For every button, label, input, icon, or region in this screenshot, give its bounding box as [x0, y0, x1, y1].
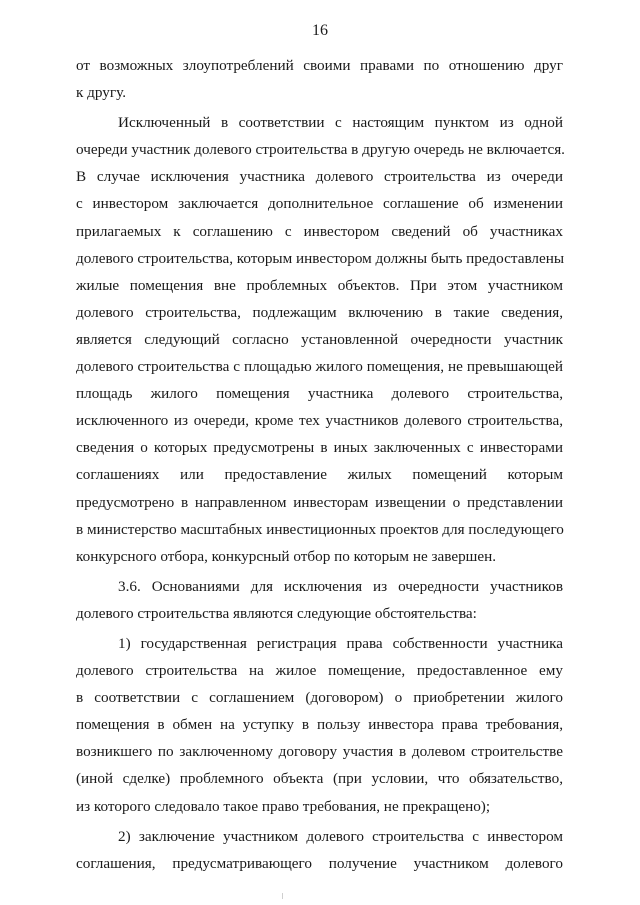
text-line: долевого строительства на жилое помещение, предоставленное ему — [76, 662, 563, 680]
text-line: 3.6. Основаниями для исключения из очередности участников — [118, 577, 563, 595]
page-number: 16 — [312, 22, 328, 39]
text-line: жилые помещения вне проблемных объектов. При этом участником — [76, 276, 563, 294]
text-line: из которого следовало такое право требования, не прекращено); — [76, 797, 491, 815]
text-line: прилагаемых к соглашению с инвестором сведений об участниках — [76, 222, 563, 240]
text-line: в министерство масштабных инвестиционных проектов для последующего — [76, 520, 564, 538]
text-line: Исключенный в соответствии с настоящим пунктом из одной — [118, 114, 563, 132]
text-line: с инвестором заключается дополнительное соглашение об изменении — [76, 195, 563, 213]
text-line: долевого строительства, которым инвестором должны быть предоставлены — [76, 249, 565, 267]
text-line: предусмотрено в направленном инвесторам извещении о представлении — [76, 493, 563, 511]
text-line: долевого строительства, подлежащим включению в такие сведения, — [76, 303, 563, 321]
text-line: помещения в обмен на уступку в пользу инвестора права требования, — [76, 716, 563, 734]
text-line: исключенного из очереди, кроме тех участников долевого строительства, — [76, 412, 563, 430]
scan-mark — [282, 893, 283, 899]
text-line: площадь жилого помещения участника долевого строительства, — [76, 385, 563, 403]
text-line: в соответствии с соглашением (договором) о приобретении жилого — [76, 689, 563, 707]
text-line: возникшего по заключенному договору участия в долевом строительстве — [76, 743, 563, 761]
text-line: соглашениях или предоставление жилых помещений которым — [76, 466, 563, 484]
text-line: соглашения, предусматривающего получение участником долевого — [76, 854, 563, 872]
text-line: В случае исключения участника долевого строительства из очереди — [76, 168, 563, 186]
text-line: к другу. — [76, 84, 126, 102]
text-line: (иной сделке) проблемного объекта (при условии, что обязательство, — [76, 770, 563, 788]
text-line: долевого строительства с площадью жилого помещения, не превышающей — [76, 358, 563, 376]
text-line: 1) государственная регистрация права собственности участника — [118, 634, 563, 652]
text-line: 2) заключение участником долевого строительства с инвестором — [118, 827, 563, 845]
document-body — [76, 52, 563, 877]
text-line: является следующий согласно установленной очередности участник — [76, 330, 563, 348]
text-line: от возможных злоупотреблений своими правами по отношению друг — [76, 57, 563, 74]
text-line: конкурсного отбора, конкурсный отбор по которым не завершен. — [76, 547, 497, 565]
text-line: сведения о которых предусмотрены в иных заключенных с инвесторами — [76, 439, 563, 457]
text-line: очереди участник долевого строительства в другую очередь не включается. — [76, 141, 565, 159]
text-line: долевого строительства являются следующие обстоятельства: — [76, 604, 477, 622]
